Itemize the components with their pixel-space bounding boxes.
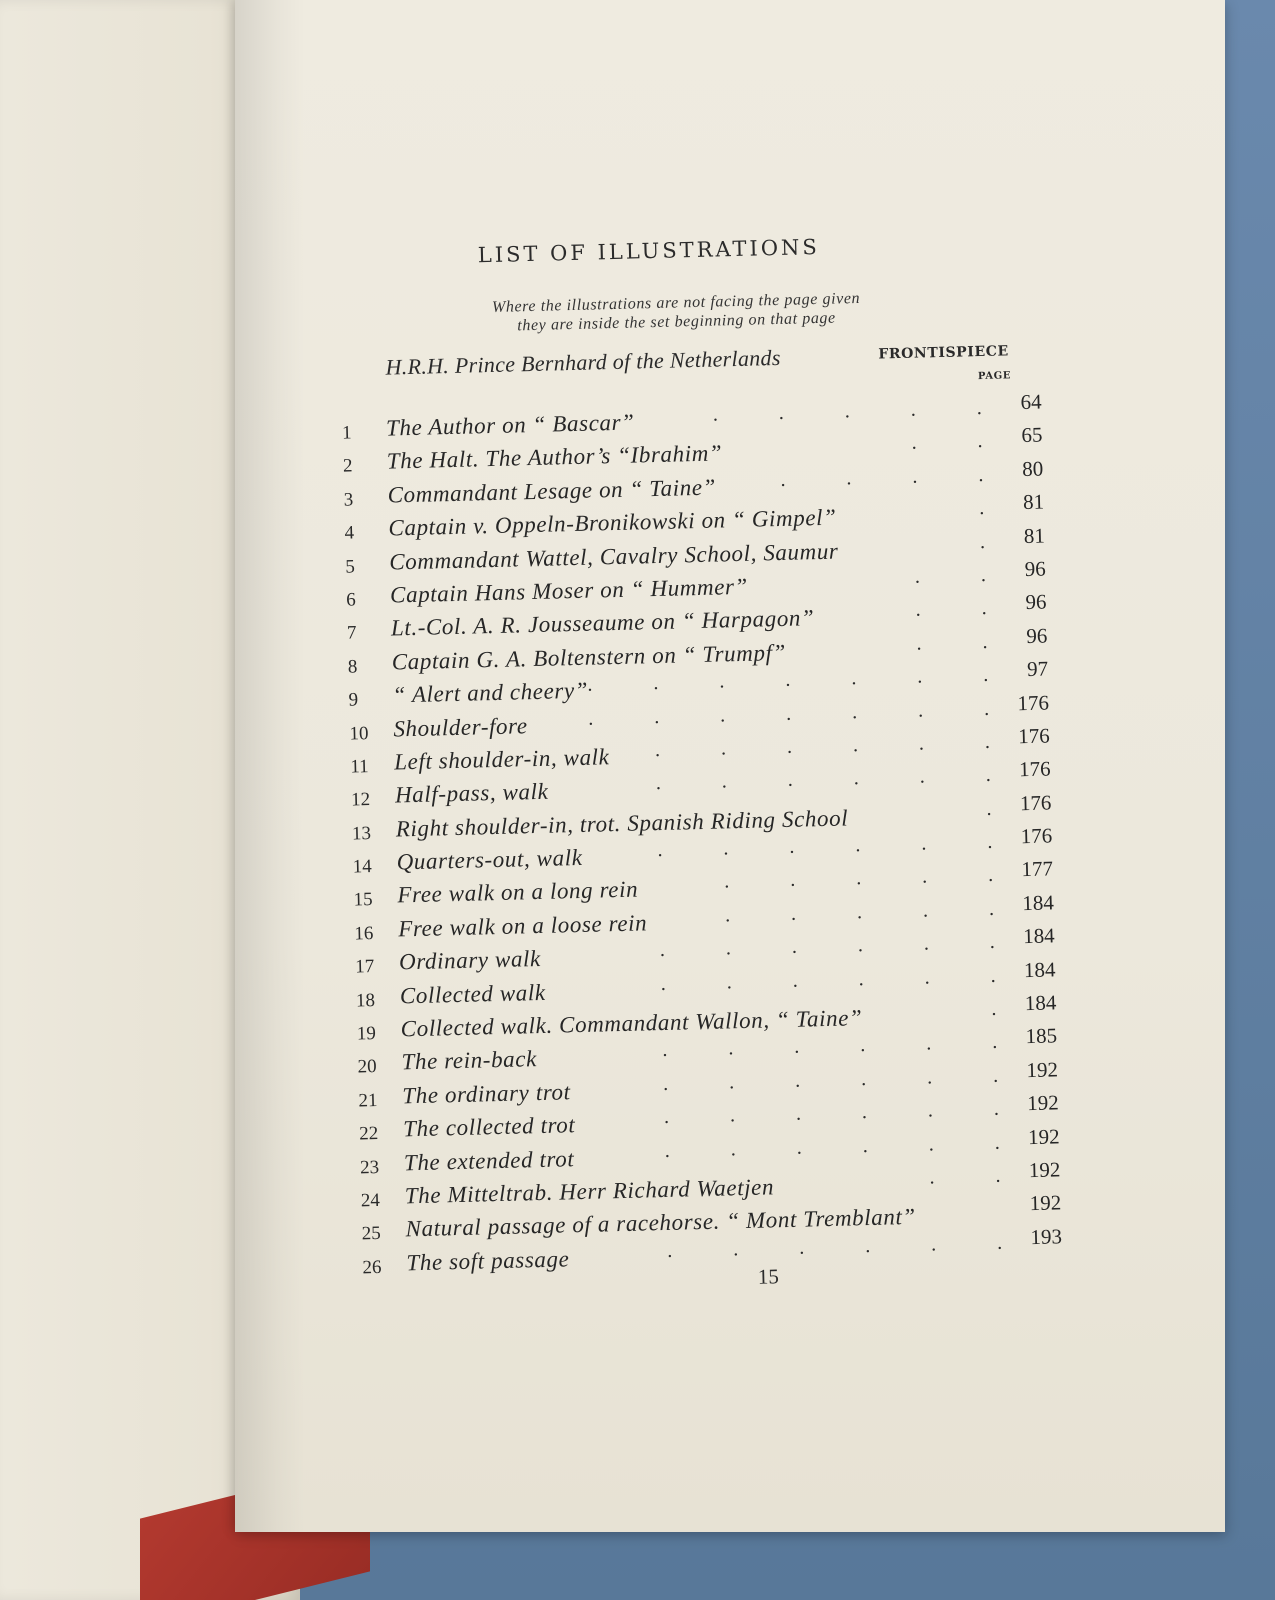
entry-title: Half-pass, walk <box>394 779 549 808</box>
entry-page: 96 <box>1024 556 1046 581</box>
leader-dots: . . . . . . <box>660 964 996 995</box>
entry-page: 81 <box>1022 489 1045 515</box>
entry-title: Free walk on a long rein <box>397 877 639 908</box>
leader-dots: . . . . . . <box>657 830 993 862</box>
frontispiece-row <box>385 339 1030 381</box>
page-number: 15 <box>757 1264 780 1289</box>
leader-dots: . . . . . . <box>662 1064 999 1095</box>
entry-number: 22 <box>359 1123 379 1145</box>
entry-number: 11 <box>350 756 369 778</box>
leader-dots: . . . . . . <box>664 1131 1000 1162</box>
entry-number: 12 <box>350 789 371 811</box>
entry-page: 96 <box>1026 623 1048 648</box>
entry-title: The rein-back <box>401 1046 538 1075</box>
entry-page: 192 <box>1028 1157 1061 1183</box>
entry-number: 21 <box>358 1089 378 1112</box>
illustration-list <box>341 389 1063 1281</box>
entry-title: Right shoulder-in, trot. Spanish Riding School <box>395 805 849 842</box>
entry-page: 192 <box>1029 1190 1062 1216</box>
leader-dots: . . <box>911 430 983 455</box>
entry-title: The Author on “ Bascar” <box>385 409 635 441</box>
leader-dots: . . <box>915 597 987 622</box>
entry-page: 80 <box>1021 456 1044 481</box>
entry-title: The ordinary trot <box>402 1079 571 1109</box>
leader-dots: . <box>979 530 986 553</box>
entry-number: 13 <box>351 822 372 845</box>
entry-page: 177 <box>1021 856 1054 882</box>
entry-title: The Halt. The Author’s “Ibrahim” <box>386 440 723 474</box>
entry-number: 25 <box>361 1223 381 1245</box>
entry-page: 176 <box>1017 689 1050 715</box>
entry-number: 15 <box>353 889 373 911</box>
entry-page: 184 <box>1022 923 1055 949</box>
note-line-2: they are inside the set beginning on that page <box>517 309 836 335</box>
entry-title: Left shoulder-in, walk <box>393 744 610 775</box>
frontispiece-label: FRONTISPIECE <box>878 343 1009 363</box>
leader-dots: . . . . . . . <box>587 697 990 730</box>
entry-page: 176 <box>1019 790 1052 815</box>
entry-page: 176 <box>1020 823 1053 849</box>
entry-page: 176 <box>1018 756 1051 782</box>
entry-number: 10 <box>349 722 369 745</box>
leader-dots: . . . . . <box>724 897 995 927</box>
entry-title: Collected walk. Commandant Wallon, “ Taine” <box>400 1005 863 1042</box>
entry-title: Free walk on a loose rein <box>397 910 648 942</box>
leader-dots: . . . . . . <box>663 1098 1000 1129</box>
entry-number: 14 <box>352 856 373 878</box>
entry-number: 5 <box>345 555 356 578</box>
leader-dots: . . . . . <box>712 397 982 426</box>
page-title: LIST OF ILLUSTRATIONS <box>477 234 821 268</box>
entry-title: The collected trot <box>402 1112 576 1142</box>
entry-title: Lt.-Col. A. R. Jousseaume on “ Harpagon” <box>390 605 815 641</box>
leader-dots: . . . . . . <box>655 764 991 795</box>
frontispiece-title: H.R.H. Prince Bernhard of the Netherlands <box>385 344 781 380</box>
leader-dots: . . . . . . . <box>587 664 989 696</box>
leader-dots: . . . . . . <box>666 1231 1003 1262</box>
entry-page: 193 <box>1030 1224 1063 1249</box>
entry-page: 96 <box>1025 589 1047 615</box>
entry-title: The extended trot <box>403 1145 575 1175</box>
entry-number: 17 <box>354 956 375 978</box>
entry-title: Captain G. A. Boltenstern on “ Trumpf” <box>391 639 787 675</box>
entry-title: Natural passage of a racehorse. “ Mont Tremblant” <box>405 1204 917 1242</box>
entry-title: The soft passage <box>406 1246 570 1276</box>
entry-number: 24 <box>360 1189 381 1212</box>
entry-page: 185 <box>1025 1023 1058 1049</box>
entry-title: Collected walk <box>399 979 546 1009</box>
leader-dots: . . . . . . <box>662 1031 998 1062</box>
entry-page: 184 <box>1022 890 1055 916</box>
leader-dots: . . . . . . <box>659 931 996 962</box>
entry-number: 26 <box>362 1256 382 1279</box>
entry-number: 7 <box>346 622 357 644</box>
entry-page: 192 <box>1027 1123 1060 1149</box>
entry-number: 19 <box>356 1023 377 1045</box>
entry-number: 1 <box>341 422 352 444</box>
entry-page: 65 <box>1021 422 1043 448</box>
leader-dots: . . . . . <box>723 864 994 893</box>
entry-page: 176 <box>1017 723 1051 749</box>
leader-dots: . . <box>916 630 988 655</box>
entry-number: 20 <box>357 1056 377 1078</box>
entry-title: Commandant Wattel, Cavalry School, Saumur <box>388 538 839 575</box>
page-column-label: PAGE <box>977 370 1012 383</box>
entry-title: The Mitteltrab. Herr Richard Waetjen <box>404 1174 775 1209</box>
entry-number: 6 <box>345 589 356 611</box>
entry-title: Quarters-out, walk <box>396 844 583 875</box>
entry-page: 192 <box>1026 1090 1060 1116</box>
entry-number: 8 <box>347 656 358 678</box>
entry-title: Commandant Lesage on “ Taine” <box>387 474 717 508</box>
entry-page: 192 <box>1026 1057 1059 1082</box>
entry-title: Captain Hans Moser on “ Hummer” <box>389 573 749 608</box>
entry-number: 23 <box>359 1156 380 1179</box>
entry-number: 18 <box>355 989 376 1012</box>
entry-number: 2 <box>342 455 353 478</box>
leader-dots: . <box>991 997 997 1020</box>
entry-number: 4 <box>344 522 355 544</box>
entry-page: 64 <box>1020 389 1042 415</box>
entry-title: “ Alert and cheery” <box>392 677 589 708</box>
entry-page: 184 <box>1023 957 1056 982</box>
entry-page: 97 <box>1026 656 1049 682</box>
leader-dots: . . <box>929 1164 1001 1189</box>
entry-title: Ordinary walk <box>398 946 542 975</box>
leader-dots: . <box>986 797 992 820</box>
leader-dots: . <box>978 497 985 520</box>
leader-dots: . . . . <box>780 463 984 491</box>
entry-title: Captain v. Oppeln-Bronikowski on “ Gimpel” <box>388 504 837 541</box>
leader-dots: . . <box>914 563 987 588</box>
entry-page: 184 <box>1024 990 1057 1016</box>
note-line-1: Where the illustrations are not facing the page given <box>491 289 861 316</box>
entry-number: 16 <box>354 922 374 945</box>
leader-dots: . . . . . . <box>654 730 991 762</box>
entry-title: Shoulder-fore <box>393 712 528 741</box>
entry-number: 3 <box>343 489 354 511</box>
entry-page: 81 <box>1023 523 1046 548</box>
entry-number: 9 <box>348 689 359 711</box>
